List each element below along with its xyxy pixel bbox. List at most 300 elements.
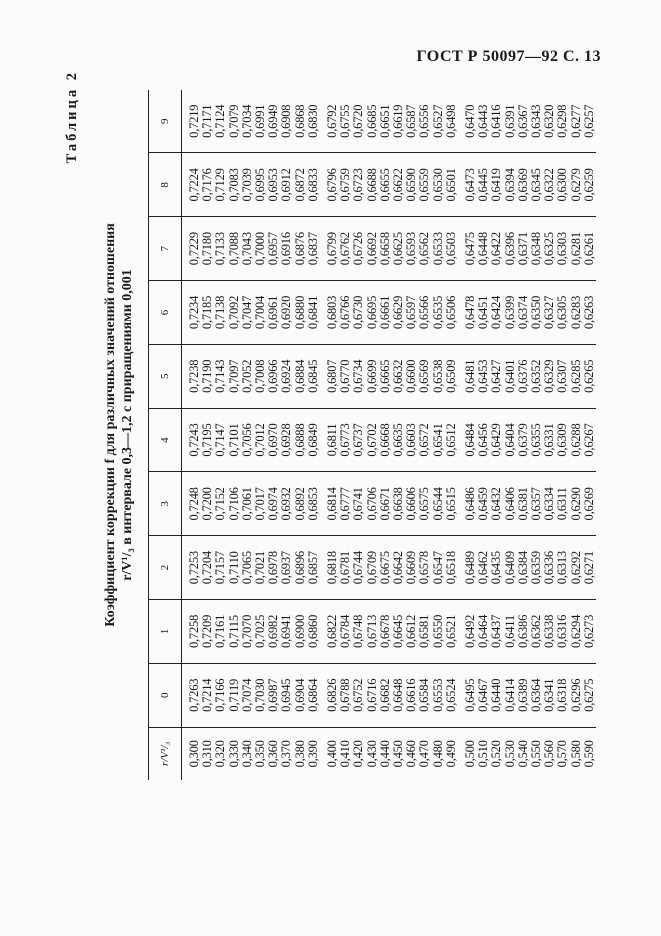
column-header-2: 2 <box>149 536 182 600</box>
table-cell: 0,6389 <box>517 663 530 727</box>
table-cell: 0,6355 <box>530 408 543 472</box>
table-row <box>432 90 445 780</box>
table-cell: 0,6796 <box>320 153 339 217</box>
table-cell: 0,6292 <box>570 536 583 600</box>
table-cell: 0,7243 <box>182 408 202 472</box>
table-cell: 0,7115 <box>228 600 241 664</box>
row-ratio-cell: 0,560 <box>542 740 557 768</box>
table-cell: 0,6880 <box>294 281 307 345</box>
table-row <box>418 90 431 780</box>
table-cell: 0,6313 <box>556 536 569 600</box>
table-cell: 0,7147 <box>214 408 227 472</box>
table-cell: 0,7253 <box>182 536 202 600</box>
table-cell: 0,6695 <box>366 281 379 345</box>
table-cell: 0,7138 <box>214 281 227 345</box>
table-cell: 0,6288 <box>570 408 583 472</box>
table-cell: 0,6671 <box>379 472 392 536</box>
table-cell: 0,6489 <box>458 536 477 600</box>
column-header-5: 5 <box>149 344 182 408</box>
column-header-1: 1 <box>149 600 182 664</box>
table-cell: 0,6603 <box>405 408 418 472</box>
row-ratio-cell: 0,390 <box>305 740 320 768</box>
table-label: Таблица 2 <box>64 70 80 164</box>
table-cell: 0,6451 <box>477 281 490 345</box>
caption-line-2: r/V¹/₃ в интервале 0,3—1,2 с приращениями 0,001 <box>120 269 135 581</box>
table-cell: 0,6414 <box>504 663 517 727</box>
table-cell: 0,6830 <box>307 90 320 153</box>
table-cell: 0,7092 <box>228 281 241 345</box>
table-cell: 0,6386 <box>517 600 530 664</box>
table-cell: 0,6807 <box>320 344 339 408</box>
table-cell: 0,6784 <box>339 600 352 664</box>
table-cell: 0,6799 <box>320 217 339 281</box>
table-cell: 0,6322 <box>543 153 556 217</box>
table-cell: 0,6781 <box>339 536 352 600</box>
table-cell: 0,6748 <box>352 600 365 664</box>
table-cell: 0,6978 <box>267 536 280 600</box>
table-cell: 0,6369 <box>517 153 530 217</box>
table-cell: 0,6359 <box>530 536 543 600</box>
table-cell: 0,7074 <box>241 663 254 727</box>
table-cell: 0,6379 <box>517 408 530 472</box>
table-cell: 0,6723 <box>352 153 365 217</box>
row-ratio-cell: 0,310 <box>200 740 215 768</box>
table-cell: 0,7083 <box>228 153 241 217</box>
table-cell: 0,6283 <box>570 281 583 345</box>
row-ratio-cell: 0,370 <box>279 740 294 768</box>
table-cell: 0,6456 <box>477 408 490 472</box>
row-ratio-cell: 0,520 <box>489 740 504 768</box>
table-cell: 0,6384 <box>517 536 530 600</box>
table-cell: 0,6974 <box>267 472 280 536</box>
table-cell: 0,6755 <box>339 90 352 153</box>
table-cell: 0,6920 <box>280 281 293 345</box>
table-row <box>583 90 596 780</box>
table-row <box>228 90 241 780</box>
table-cell: 0,6632 <box>392 344 405 408</box>
table-cell: 0,6616 <box>405 663 418 727</box>
table-cell: 0,6506 <box>445 281 458 345</box>
table-cell: 0,6629 <box>392 281 405 345</box>
table-cell: 0,6688 <box>366 153 379 217</box>
table-cell: 0,6364 <box>530 663 543 727</box>
table-cell: 0,6475 <box>458 217 477 281</box>
table-cell: 0,6648 <box>392 663 405 727</box>
table-cell: 0,6837 <box>307 217 320 281</box>
table-cell: 0,7171 <box>201 90 214 153</box>
table-cell: 0,6762 <box>339 217 352 281</box>
table-cell: 0,7180 <box>201 217 214 281</box>
table-row <box>352 90 365 780</box>
table-cell: 0,6459 <box>477 472 490 536</box>
table-cell: 0,6730 <box>352 281 365 345</box>
row-ratio-cell: 0,540 <box>515 740 530 768</box>
table-cell: 0,6331 <box>543 408 556 472</box>
table-cell: 0,7043 <box>241 217 254 281</box>
table-cell: 0,6665 <box>379 344 392 408</box>
table-cell: 0,6498 <box>445 90 458 153</box>
table-cell: 0,6535 <box>432 281 445 345</box>
table-cell: 0,6590 <box>405 153 418 217</box>
table-cell: 0,6822 <box>320 600 339 664</box>
table-cell: 0,6706 <box>366 472 379 536</box>
table-cell: 0,6394 <box>504 153 517 217</box>
table-cell: 0,7030 <box>254 663 267 727</box>
table-cell: 0,6957 <box>267 217 280 281</box>
table-cell: 0,6932 <box>280 472 293 536</box>
table-cell: 0,6622 <box>392 153 405 217</box>
table-cell: 0,6685 <box>366 90 379 153</box>
table-cell: 0,7200 <box>201 472 214 536</box>
table-row <box>320 90 339 780</box>
table-cell: 0,6734 <box>352 344 365 408</box>
column-header-ratio: r/V¹/₃ <box>149 727 182 780</box>
table-cell: 0,6305 <box>556 281 569 345</box>
row-ratio-cell: 0,360 <box>266 740 281 768</box>
table-cell: 0,6770 <box>339 344 352 408</box>
table-cell: 0,6744 <box>352 536 365 600</box>
table-cell: 0,6916 <box>280 217 293 281</box>
row-ratio-cell: 0,510 <box>476 740 491 768</box>
table-cell: 0,6868 <box>294 90 307 153</box>
table-cell: 0,6401 <box>504 344 517 408</box>
table-cell: 0,7097 <box>228 344 241 408</box>
row-ratio-cell: 0,450 <box>391 740 406 768</box>
table-cell: 0,6872 <box>294 153 307 217</box>
table-cell: 0,6556 <box>418 90 431 153</box>
table-cell: 0,6682 <box>379 663 392 727</box>
table-cell: 0,6464 <box>477 600 490 664</box>
table-cell: 0,6792 <box>320 90 339 153</box>
table-cell: 0,6635 <box>392 408 405 472</box>
table-cell: 0,6597 <box>405 281 418 345</box>
table-cell: 0,6350 <box>530 281 543 345</box>
table-cell: 0,6484 <box>458 408 477 472</box>
table-cell: 0,6737 <box>352 408 365 472</box>
table-cell: 0,6612 <box>405 600 418 664</box>
table-cell: 0,6995 <box>254 153 267 217</box>
table-cell: 0,7039 <box>241 153 254 217</box>
table-cell: 0,7234 <box>182 281 202 345</box>
table-cell: 0,7061 <box>241 472 254 536</box>
table-header-row <box>149 90 182 780</box>
table-cell: 0,6716 <box>366 663 379 727</box>
table-cell: 0,6538 <box>432 344 445 408</box>
table-cell: 0,6290 <box>570 472 583 536</box>
table-caption <box>102 70 136 780</box>
table-cell: 0,6435 <box>490 536 503 600</box>
table-cell: 0,6788 <box>339 663 352 727</box>
table-cell: 0,6833 <box>307 153 320 217</box>
table-cell: 0,6777 <box>339 472 352 536</box>
table-cell: 0,6429 <box>490 408 503 472</box>
table-cell: 0,6709 <box>366 536 379 600</box>
table-cell: 0,6309 <box>556 408 569 472</box>
table-cell: 0,6376 <box>517 344 530 408</box>
table-cell: 0,6600 <box>405 344 418 408</box>
table-row <box>214 90 227 780</box>
table-row <box>280 90 293 780</box>
table-cell: 0,6752 <box>352 663 365 727</box>
table-cell: 0,6814 <box>320 472 339 536</box>
table-row <box>182 90 202 780</box>
table-cell: 0,7209 <box>201 600 214 664</box>
table-cell: 0,7133 <box>214 217 227 281</box>
table-cell: 0,7052 <box>241 344 254 408</box>
table-cell: 0,6853 <box>307 472 320 536</box>
table-cell: 0,6655 <box>379 153 392 217</box>
table-cell: 0,6900 <box>294 600 307 664</box>
table-cell: 0,6928 <box>280 408 293 472</box>
table-cell: 0,7157 <box>214 536 227 600</box>
table-cell: 0,6261 <box>583 217 596 281</box>
table-row <box>570 90 583 780</box>
table-cell: 0,6265 <box>583 344 596 408</box>
table-cell: 0,6741 <box>352 472 365 536</box>
table-cell: 0,6334 <box>543 472 556 536</box>
table-cell: 0,6481 <box>458 344 477 408</box>
table-cell: 0,7106 <box>228 472 241 536</box>
column-header-3: 3 <box>149 472 182 536</box>
rotated-table-region <box>64 70 624 780</box>
table-cell: 0,6259 <box>583 153 596 217</box>
table-cell: 0,6569 <box>418 344 431 408</box>
table-cell: 0,6396 <box>504 217 517 281</box>
table-cell: 0,6702 <box>366 408 379 472</box>
correction-factor-table <box>148 90 596 780</box>
row-ratio-cell: 0,320 <box>213 740 228 768</box>
table-cell: 0,6912 <box>280 153 293 217</box>
column-header-7: 7 <box>149 217 182 281</box>
table-cell: 0,6348 <box>530 217 543 281</box>
table-cell: 0,6269 <box>583 472 596 536</box>
row-ratio-cell: 0,590 <box>581 740 596 768</box>
table-cell: 0,6625 <box>392 217 405 281</box>
table-cell: 0,6443 <box>477 90 490 153</box>
table-cell: 0,6544 <box>432 472 445 536</box>
table-cell: 0,6277 <box>570 90 583 153</box>
table-cell: 0,6448 <box>477 217 490 281</box>
table-cell: 0,6345 <box>530 153 543 217</box>
table-row <box>490 90 503 780</box>
table-cell: 0,7088 <box>228 217 241 281</box>
row-ratio-cell: 0,330 <box>226 740 241 768</box>
table-cell: 0,6411 <box>504 600 517 664</box>
table-cell: 0,6961 <box>267 281 280 345</box>
row-ratio-cell: 0,550 <box>529 740 544 768</box>
table-cell: 0,6473 <box>458 153 477 217</box>
table-cell: 0,6486 <box>458 472 477 536</box>
table-cell: 0,7008 <box>254 344 267 408</box>
table-cell: 0,6982 <box>267 600 280 664</box>
table-cell: 0,7025 <box>254 600 267 664</box>
row-ratio-cell: 0,430 <box>364 740 379 768</box>
table-cell: 0,6445 <box>477 153 490 217</box>
row-ratio-cell: 0,380 <box>292 740 307 768</box>
table-cell: 0,7056 <box>241 408 254 472</box>
table-cell: 0,7079 <box>228 90 241 153</box>
table-cell: 0,7017 <box>254 472 267 536</box>
table-cell: 0,7129 <box>214 153 227 217</box>
table-cell: 0,6642 <box>392 536 405 600</box>
table-cell: 0,6327 <box>543 281 556 345</box>
table-cell: 0,7012 <box>254 408 267 472</box>
table-cell: 0,6949 <box>267 90 280 153</box>
table-cell: 0,6279 <box>570 153 583 217</box>
table-cell: 0,6298 <box>556 90 569 153</box>
table-cell: 0,6316 <box>556 600 569 664</box>
table-row <box>366 90 379 780</box>
table-cell: 0,7219 <box>182 90 202 153</box>
table-cell: 0,6661 <box>379 281 392 345</box>
table-cell: 0,6849 <box>307 408 320 472</box>
table-row <box>294 90 307 780</box>
table-cell: 0,6803 <box>320 281 339 345</box>
table-cell: 0,6440 <box>490 663 503 727</box>
table-cell: 0,6432 <box>490 472 503 536</box>
table-cell: 0,7110 <box>228 536 241 600</box>
table-cell: 0,7143 <box>214 344 227 408</box>
table-cell: 0,6437 <box>490 600 503 664</box>
table-cell: 0,6307 <box>556 344 569 408</box>
table-cell: 0,6892 <box>294 472 307 536</box>
row-ratio-cell: 0,500 <box>463 740 478 768</box>
table-cell: 0,7204 <box>201 536 214 600</box>
table-cell: 0,6584 <box>418 663 431 727</box>
table-cell: 0,6367 <box>517 90 530 153</box>
table-row <box>307 90 320 780</box>
table-cell: 0,7263 <box>182 663 202 727</box>
table-cell: 0,6864 <box>307 663 320 727</box>
row-ratio-cell: 0,350 <box>253 740 268 768</box>
table-row <box>556 90 569 780</box>
table-cell: 0,6581 <box>418 600 431 664</box>
table-cell: 0,7214 <box>201 663 214 727</box>
table-cell: 0,7258 <box>182 600 202 664</box>
table-cell: 0,6424 <box>490 281 503 345</box>
table-cell: 0,6416 <box>490 90 503 153</box>
table-cell: 0,6285 <box>570 344 583 408</box>
row-ratio-cell: 0,460 <box>404 740 419 768</box>
row-ratio-cell: 0,530 <box>502 740 517 768</box>
table-cell: 0,7176 <box>201 153 214 217</box>
table-cell: 0,6966 <box>267 344 280 408</box>
table-cell: 0,6409 <box>504 536 517 600</box>
table-cell: 0,6578 <box>418 536 431 600</box>
table-cell: 0,6404 <box>504 408 517 472</box>
table-cell: 0,6953 <box>267 153 280 217</box>
row-ratio-cell: 0,570 <box>555 740 570 768</box>
table-cell: 0,6818 <box>320 536 339 600</box>
table-cell: 0,6391 <box>504 90 517 153</box>
table-cell: 0,6572 <box>418 408 431 472</box>
table-cell: 0,6668 <box>379 408 392 472</box>
table-cell: 0,6352 <box>530 344 543 408</box>
table-cell: 0,7166 <box>214 663 227 727</box>
table-cell: 0,6720 <box>352 90 365 153</box>
table-cell: 0,6281 <box>570 217 583 281</box>
table-cell: 0,6566 <box>418 281 431 345</box>
table-cell: 0,6562 <box>418 217 431 281</box>
table-cell: 0,7248 <box>182 472 202 536</box>
table-cell: 0,6826 <box>320 663 339 727</box>
table-cell: 0,7161 <box>214 600 227 664</box>
table-cell: 0,6896 <box>294 536 307 600</box>
table-cell: 0,6619 <box>392 90 405 153</box>
table-cell: 0,6553 <box>432 663 445 727</box>
table-cell: 0,6294 <box>570 600 583 664</box>
row-ratio-cell: 0,480 <box>430 740 445 768</box>
table-cell: 0,6541 <box>432 408 445 472</box>
table-cell: 0,6515 <box>445 472 458 536</box>
column-header-0: 0 <box>149 663 182 727</box>
table-cell: 0,6518 <box>445 536 458 600</box>
table-cell: 0,6857 <box>307 536 320 600</box>
table-cell: 0,6381 <box>517 472 530 536</box>
table-cell: 0,6263 <box>583 281 596 345</box>
table-cell: 0,6267 <box>583 408 596 472</box>
table-cell: 0,6427 <box>490 344 503 408</box>
table-cell: 0,6759 <box>339 153 352 217</box>
column-header-6: 6 <box>149 281 182 345</box>
table-row <box>504 90 517 780</box>
table-cell: 0,6766 <box>339 281 352 345</box>
table-cell: 0,6470 <box>458 90 477 153</box>
table-cell: 0,6503 <box>445 217 458 281</box>
table-cell: 0,6524 <box>445 663 458 727</box>
table-cell: 0,6884 <box>294 344 307 408</box>
table-cell: 0,6773 <box>339 408 352 472</box>
table-cell: 0,7000 <box>254 217 267 281</box>
table-cell: 0,6713 <box>366 600 379 664</box>
table-row <box>458 90 477 780</box>
page-header: ГОСТ Р 50097—92 С. 13 <box>416 48 601 65</box>
table-cell: 0,6533 <box>432 217 445 281</box>
table-cell: 0,6325 <box>543 217 556 281</box>
table-cell: 0,6692 <box>366 217 379 281</box>
table-cell: 0,6726 <box>352 217 365 281</box>
table-cell: 0,6941 <box>280 600 293 664</box>
row-ratio-cell: 0,340 <box>239 740 254 768</box>
table-cell: 0,7065 <box>241 536 254 600</box>
row-ratio-cell: 0,410 <box>338 740 353 768</box>
table-cell: 0,6651 <box>379 90 392 153</box>
table-cell: 0,6904 <box>294 663 307 727</box>
table-cell: 0,6318 <box>556 663 569 727</box>
table-cell: 0,6462 <box>477 536 490 600</box>
table-cell: 0,6512 <box>445 408 458 472</box>
table-row <box>445 90 458 780</box>
table-cell: 0,6638 <box>392 472 405 536</box>
table-cell: 0,7229 <box>182 217 202 281</box>
table-cell: 0,7047 <box>241 281 254 345</box>
table-cell: 0,6559 <box>418 153 431 217</box>
row-ratio-cell: 0,490 <box>443 740 458 768</box>
table-cell: 0,6501 <box>445 153 458 217</box>
table-cell: 0,6530 <box>432 153 445 217</box>
table-cell: 0,6320 <box>543 90 556 153</box>
table-cell: 0,6371 <box>517 217 530 281</box>
table-cell: 0,6478 <box>458 281 477 345</box>
table-cell: 0,6609 <box>405 536 418 600</box>
row-ratio-cell: 0,420 <box>351 740 366 768</box>
row-ratio-cell: 0,470 <box>417 740 432 768</box>
table-cell: 0,6343 <box>530 90 543 153</box>
table-cell: 0,6509 <box>445 344 458 408</box>
table-cell: 0,6937 <box>280 536 293 600</box>
table-cell: 0,6860 <box>307 600 320 664</box>
row-ratio-cell: 0,400 <box>325 740 340 768</box>
